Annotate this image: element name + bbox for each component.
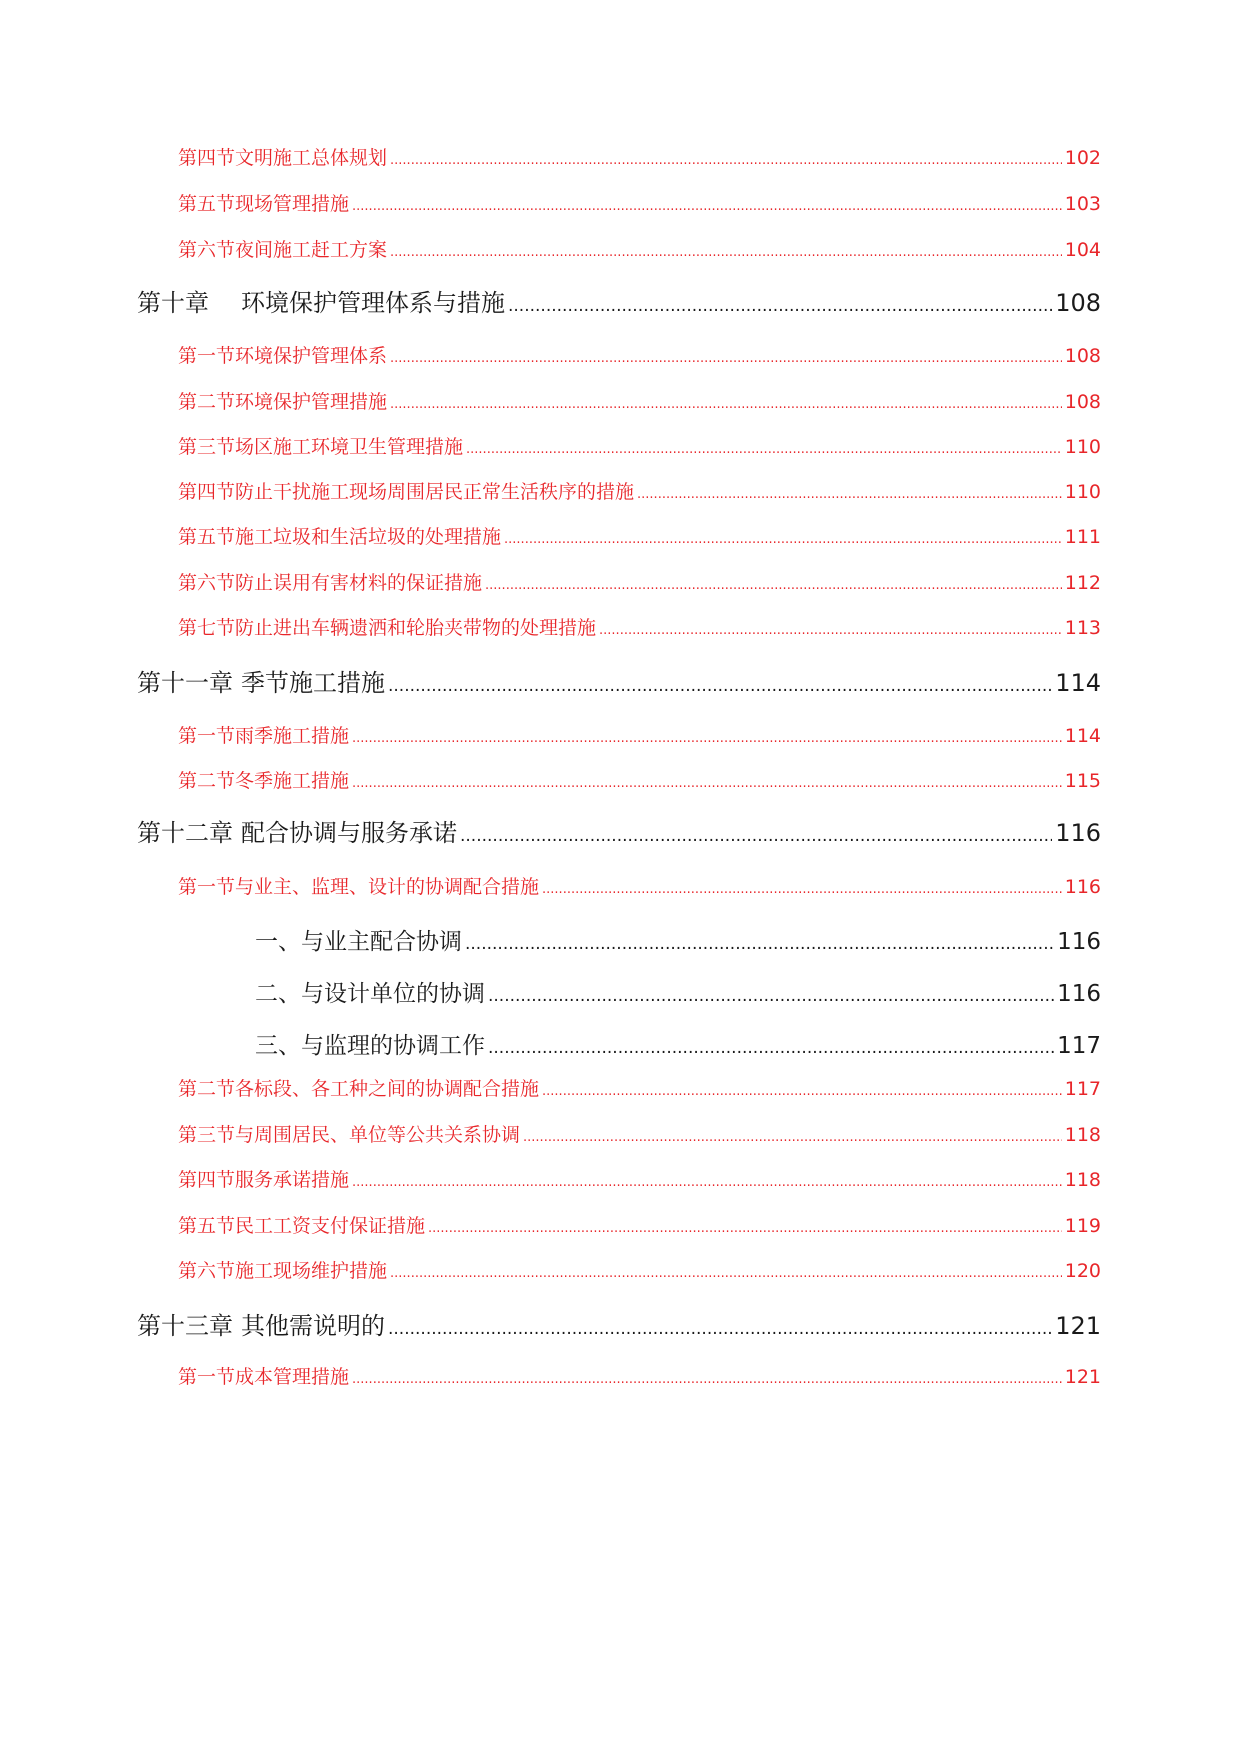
entry-page: 116 — [1064, 876, 1101, 898]
toc-entry[interactable] — [178, 1256, 1101, 1283]
toc-entry[interactable] — [178, 522, 1101, 549]
entry-title: 其他需说明的 — [241, 1312, 385, 1340]
entry-number: 第六节 — [178, 572, 236, 594]
entry-page: 112 — [1064, 572, 1101, 594]
entry-number: 第四节 — [178, 481, 236, 503]
entry-page: 120 — [1064, 1260, 1101, 1282]
entry-title: 与周围居民、单位等公共关系协调 — [235, 1124, 521, 1146]
dot-leader — [388, 1319, 1052, 1339]
dot-leader — [390, 245, 1062, 260]
entry-title: 防止干扰施工现场周围居民正常生活秩序的措施 — [235, 481, 635, 503]
entry-number: 第七节 — [178, 617, 236, 639]
toc-entry[interactable] — [178, 568, 1101, 595]
entry-number: 第十一章 — [137, 669, 233, 697]
dot-leader — [542, 1084, 1062, 1099]
dot-leader — [485, 578, 1062, 593]
entry-number: 第一节 — [178, 876, 236, 898]
dot-leader — [390, 1266, 1062, 1281]
dot-leader — [352, 199, 1062, 214]
entry-number: 第十二章 — [137, 819, 233, 847]
entry-page: 117 — [1057, 1033, 1101, 1059]
entry-page: 113 — [1064, 617, 1101, 639]
entry-title: 现场管理措施 — [235, 193, 350, 215]
entry-title: 施工现场维护措施 — [235, 1260, 388, 1282]
entry-page: 114 — [1064, 725, 1101, 747]
entry-page: 118 — [1064, 1124, 1101, 1146]
dot-leader — [504, 532, 1062, 547]
toc-entry[interactable] — [178, 721, 1101, 748]
dot-leader — [390, 351, 1062, 366]
entry-page: 117 — [1064, 1078, 1101, 1100]
dot-leader — [488, 1038, 1054, 1058]
toc-entry[interactable] — [178, 477, 1101, 504]
entry-number: 第六节 — [178, 239, 236, 261]
entry-number: 第五节 — [178, 193, 236, 215]
dot-leader — [508, 296, 1052, 316]
entry-title: 二、与设计单位的协调 — [255, 981, 485, 1007]
toc-entry[interactable] — [178, 1074, 1101, 1101]
toc-entry[interactable] — [178, 1211, 1101, 1238]
entry-page: 114 — [1055, 669, 1101, 697]
entry-title: 夜间施工赶工方案 — [235, 239, 388, 261]
entry-title: 季节施工措施 — [241, 669, 385, 697]
toc-entry[interactable] — [178, 1165, 1101, 1192]
entry-number: 第三节 — [178, 1124, 236, 1146]
entry-title: 民工工资支付保证措施 — [235, 1215, 426, 1237]
toc-entry[interactable] — [137, 283, 1101, 318]
entry-title: 与业主、监理、设计的协调配合措施 — [235, 876, 540, 898]
entry-page: 116 — [1057, 929, 1101, 955]
entry-page: 102 — [1064, 147, 1101, 169]
entry-page: 108 — [1064, 391, 1101, 413]
entry-title: 防止误用有害材料的保证措施 — [235, 572, 483, 594]
entry-number: 第十章 — [137, 289, 209, 317]
toc-entry[interactable] — [178, 1362, 1101, 1389]
toc-entry[interactable] — [178, 341, 1101, 368]
toc-entry[interactable] — [178, 1120, 1101, 1147]
entry-page: 116 — [1057, 981, 1101, 1007]
entry-page: 110 — [1064, 481, 1101, 503]
entry-title: 雨季施工措施 — [235, 725, 350, 747]
entry-number: 第一节 — [178, 345, 236, 367]
toc-entry[interactable] — [137, 1306, 1101, 1341]
entry-title: 一、与业主配合协调 — [255, 929, 462, 955]
toc-entry[interactable] — [255, 975, 1101, 1008]
entry-page: 118 — [1064, 1169, 1101, 1191]
toc-entry[interactable] — [137, 663, 1101, 698]
entry-title: 成本管理措施 — [235, 1366, 350, 1388]
entry-title: 文明施工总体规划 — [235, 147, 388, 169]
entry-title: 环境保护管理措施 — [235, 391, 388, 413]
toc-entry[interactable] — [178, 766, 1101, 793]
dot-leader — [390, 153, 1062, 168]
dot-leader — [352, 731, 1062, 746]
entry-number: 第三节 — [178, 436, 236, 458]
entry-number: 第二节 — [178, 770, 236, 792]
entry-number: 第十三章 — [137, 1312, 233, 1340]
entry-page: 110 — [1064, 436, 1101, 458]
toc-entry[interactable] — [255, 1027, 1101, 1060]
entry-number: 第四节 — [178, 147, 236, 169]
dot-leader — [352, 1372, 1062, 1387]
entry-page: 121 — [1064, 1366, 1101, 1388]
dot-leader — [460, 826, 1052, 846]
toc-entry[interactable] — [178, 189, 1101, 216]
entry-page: 119 — [1064, 1215, 1101, 1237]
dot-leader — [488, 986, 1054, 1006]
entry-number: 第六节 — [178, 1260, 236, 1282]
toc-entry[interactable] — [178, 235, 1101, 262]
toc-entry[interactable] — [178, 432, 1101, 459]
dot-leader — [465, 934, 1054, 954]
entry-number: 第一节 — [178, 1366, 236, 1388]
entry-number: 第二节 — [178, 1078, 236, 1100]
entry-title: 配合协调与服务承诺 — [241, 819, 457, 847]
entry-title: 环境保护管理体系与措施 — [241, 289, 505, 317]
entry-page: 104 — [1064, 239, 1101, 261]
entry-page: 108 — [1055, 289, 1101, 317]
toc-entry[interactable] — [255, 923, 1101, 956]
dot-leader — [637, 487, 1062, 502]
entry-number: 第四节 — [178, 1169, 236, 1191]
dot-leader — [388, 676, 1052, 696]
toc-entry[interactable] — [178, 143, 1101, 170]
dot-leader — [390, 397, 1062, 412]
entry-title: 防止进出车辆遗洒和轮胎夹带物的处理措施 — [235, 617, 597, 639]
toc-entry[interactable] — [178, 387, 1101, 414]
entry-page: 103 — [1064, 193, 1101, 215]
entry-title: 环境保护管理体系 — [235, 345, 388, 367]
entry-title: 各标段、各工种之间的协调配合措施 — [235, 1078, 540, 1100]
toc-entry[interactable] — [178, 613, 1101, 640]
entry-title: 三、与监理的协调工作 — [255, 1033, 485, 1059]
entry-title: 场区施工环境卫生管理措施 — [235, 436, 464, 458]
entry-number: 第五节 — [178, 526, 236, 548]
entry-page: 108 — [1064, 345, 1101, 367]
dot-leader — [599, 623, 1062, 638]
dot-leader — [523, 1130, 1062, 1145]
entry-page: 116 — [1055, 819, 1101, 847]
dot-leader — [428, 1221, 1062, 1236]
entry-page: 115 — [1064, 770, 1101, 792]
entry-title: 施工垃圾和生活垃圾的处理措施 — [235, 526, 502, 548]
toc-entry[interactable] — [178, 872, 1101, 899]
entry-number: 第五节 — [178, 1215, 236, 1237]
entry-title: 冬季施工措施 — [235, 770, 350, 792]
toc-entry[interactable] — [137, 813, 1101, 848]
entry-number: 第二节 — [178, 391, 236, 413]
entry-page: 111 — [1064, 526, 1101, 548]
entry-title: 服务承诺措施 — [235, 1169, 350, 1191]
dot-leader — [352, 1175, 1062, 1190]
entry-number: 第一节 — [178, 725, 236, 747]
dot-leader — [352, 776, 1062, 791]
entry-page: 121 — [1055, 1312, 1101, 1340]
dot-leader — [542, 882, 1062, 897]
dot-leader — [466, 442, 1062, 457]
